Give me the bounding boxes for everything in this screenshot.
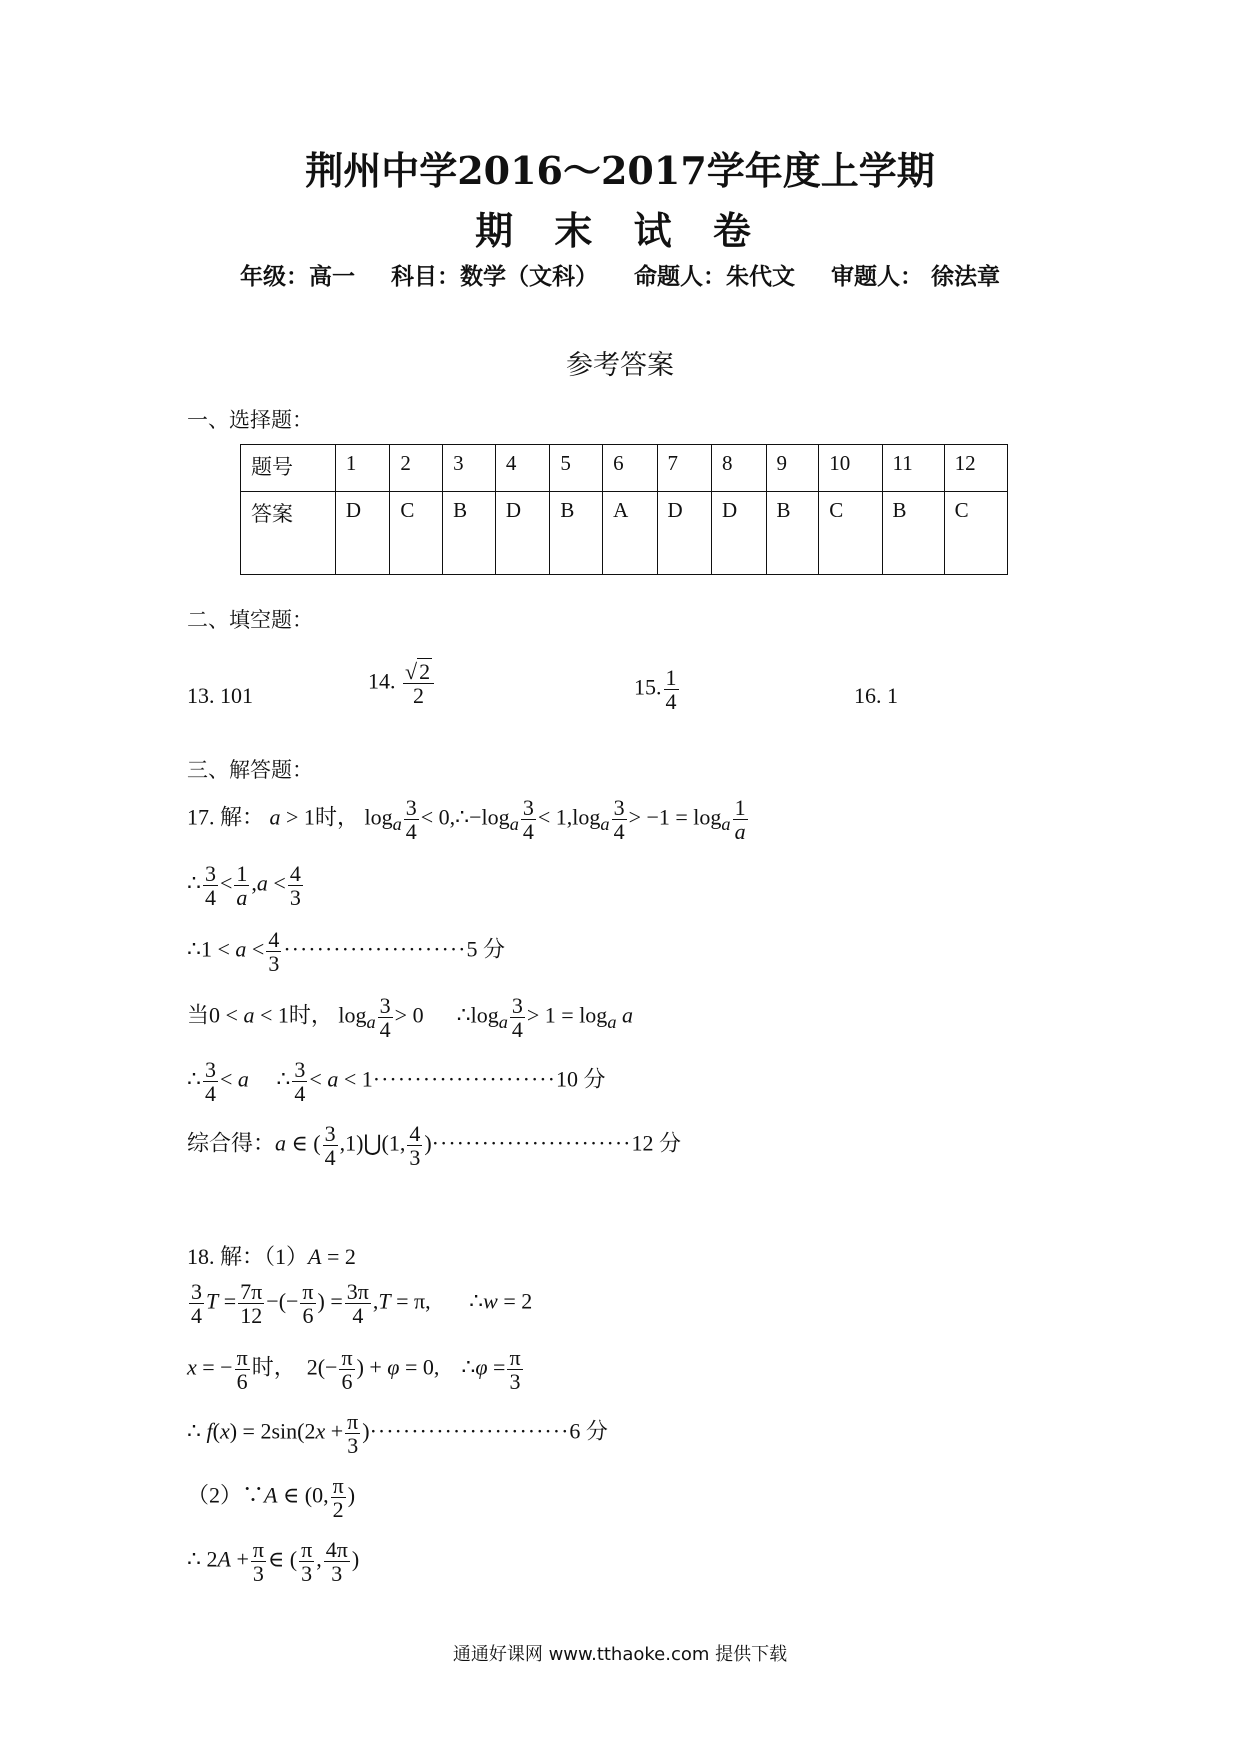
answer-14-denominator: 2 <box>413 683 425 709</box>
q17-score-10: 10 分 <box>555 1066 606 1092</box>
table-header-cell: 题号 <box>241 445 336 492</box>
answer-14-label: 14. <box>368 668 396 694</box>
answer-14-numerator: 2 <box>419 659 431 684</box>
q17-line4: 当0 < a < 1时， $\log_a$ $\frac{3}{4}$ > 0 $\therefore\log_a$ $\frac{3}{4}$ > $1 = \log_a a$ <box>187 993 633 1043</box>
q18-line4: ∴ f(x) = 2sin(2x + $\frac{\pi}{3}$ )························6 分 <box>187 1409 608 1459</box>
question-number: 7 <box>657 445 711 492</box>
answer-16: 16. 1 <box>854 683 898 708</box>
answer-cell: D <box>712 492 766 575</box>
q18-label: 18. 解：（1） <box>187 1244 309 1269</box>
answer-15-fraction <box>664 666 679 713</box>
q17-label: 17. 解： <box>187 804 265 830</box>
question-number: 1 <box>335 445 389 492</box>
answer-15-numerator: 1 <box>665 665 677 690</box>
question-number: 10 <box>819 445 882 492</box>
question-number: 12 <box>944 445 1007 492</box>
section-heading-solve: 三、解答题： <box>187 758 313 782</box>
section-heading-choice: 一、选择题： <box>187 408 313 432</box>
answer-cell: B <box>443 492 496 575</box>
reviewer-label: 审题人： 徐法章 <box>831 263 1001 290</box>
q18-score-6: 6 分 <box>569 1418 608 1444</box>
table-header-cell: 答案 <box>241 492 336 575</box>
answer-cell: C <box>390 492 443 575</box>
answer-15 <box>634 666 681 713</box>
answer-cell: C <box>944 492 1007 575</box>
document-title: 荆州中学2016～2017学年度上学期 <box>305 148 935 193</box>
q17-line3: ∴1 < a < $\frac{4}{3}$ ······················5 分 <box>187 927 506 977</box>
q18-line6: ∴ 2A + $\frac{\pi}{3}$ ∈ ( $\frac{\pi}{3}$ , $\frac{4\pi}{3}$ ) <box>187 1537 360 1587</box>
q17-line5: ∴ $\frac{3}{4}$ < a ∴ $\frac{3}{4}$ < a < 1······················10 分 <box>187 1057 606 1107</box>
q18-line3: x = − $\frac{\pi}{6}$ 时， 2(− $\frac{\pi}{6}$ ) + φ = 0, ∴φ = $\frac{\pi}{3}$ <box>187 1345 521 1395</box>
q18-line2: $\frac{3}{4}$ T = $\frac{7\pi}{12}$ −(− $\frac{\pi}{6}$ ) = $\frac{3\pi}{4}$ ,T = π, ∴w = 2 <box>191 1279 533 1329</box>
answer-table <box>240 444 1008 575</box>
q17-condition-word-2: 时， <box>288 1002 333 1028</box>
answer-13: 13. 101 <box>187 683 253 708</box>
answer-cell: A <box>603 492 657 575</box>
q18-line1: 18. 解：（1）A = 2 <box>187 1244 356 1269</box>
answer-cell: D <box>335 492 389 575</box>
subject-label: 科目：数学（文科） <box>390 263 598 290</box>
q17-line1: 17. 解： a > 1时， $\log_a$ $\frac{3}{4}$ < $0,\therefore-\log_a$ $\frac{3}{4}$ < $1,\log_a$ $\frac{3}{4}$ > $-1 = \log_a$ $\frac{1}{a}$ <box>187 795 746 845</box>
question-number: 9 <box>766 445 819 492</box>
answer-cell: B <box>550 492 603 575</box>
answer-heading: 参考答案 <box>566 350 674 381</box>
answer-15-label: 15. <box>634 674 662 700</box>
q17-summary-label: 综合得： <box>187 1130 276 1156</box>
q18-part2-label: （2） <box>187 1482 243 1508</box>
question-number: 4 <box>495 445 549 492</box>
q17-score-12: 12 分 <box>631 1130 682 1156</box>
question-number: 3 <box>443 445 496 492</box>
answer-cell: B <box>766 492 819 575</box>
question-number: 5 <box>550 445 603 492</box>
q17-line2: ∴ $\frac{3}{4}$ < $\frac{1}{a}$ ,a < $\frac{4}{3}$ <box>187 861 301 911</box>
answer-cell: D <box>495 492 549 575</box>
section-heading-fill: 二、填空题： <box>187 608 313 632</box>
answer-14-fraction: $\frac{√2}{2}$ <box>403 660 434 707</box>
q17-condition-word: 时， <box>314 804 359 830</box>
answer-cell: B <box>882 492 944 575</box>
q17-score-5: 5 分 <box>466 936 506 962</box>
question-number: 8 <box>712 445 766 492</box>
document-subtitle: 期 末 试 卷 <box>475 208 765 253</box>
author-label: 命题人：朱代文 <box>634 263 795 290</box>
answer-cell: D <box>657 492 711 575</box>
q18-condition-word: 时， <box>251 1354 296 1380</box>
table-row <box>241 445 1008 492</box>
q17-case2-word: 当 <box>187 1002 210 1028</box>
question-number: 2 <box>390 445 443 492</box>
answer-cell: C <box>819 492 882 575</box>
question-number: 6 <box>603 445 657 492</box>
table-row <box>241 492 1008 575</box>
q17-line6: 综合得：a ∈ ( $\frac{3}{4}$ ,1)⋃(1, $\frac{4}{3}$ )························12 分 <box>187 1121 682 1171</box>
q18-line5: （2）∵A ∈ (0, $\frac{\pi}{2}$ ) <box>187 1473 356 1523</box>
answer-15-denominator: 4 <box>665 689 677 715</box>
footer-text: 通通好课网 www.tthaoke.com 提供下载 <box>452 1644 788 1665</box>
question-number: 11 <box>882 445 944 492</box>
document-meta <box>0 258 1240 291</box>
grade-label: 年级：高一 <box>239 263 355 290</box>
answer-14 <box>368 660 436 707</box>
